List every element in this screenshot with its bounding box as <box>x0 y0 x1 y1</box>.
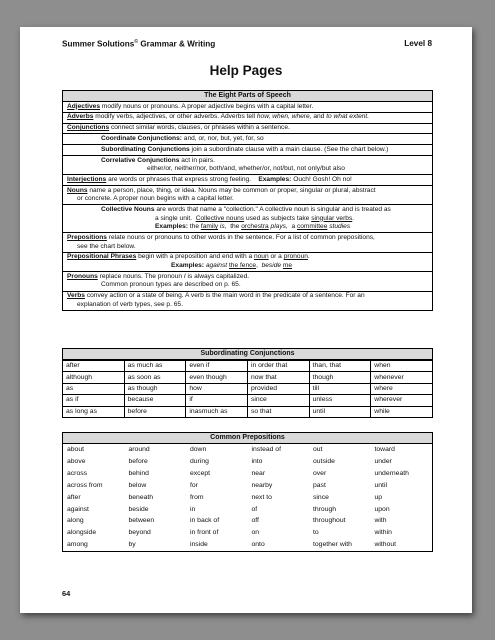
table-cell: for <box>190 481 198 489</box>
document-page <box>20 27 472 613</box>
subordinating-heading: Subordinating Conjunctions <box>62 348 433 360</box>
table-cell: whenever <box>371 372 433 383</box>
table-cell: instead of <box>251 446 281 453</box>
table-cell: among <box>67 541 88 549</box>
running-header <box>62 39 432 49</box>
table-cell: although <box>63 372 125 383</box>
table-row <box>63 395 433 406</box>
table-cell: except <box>190 469 211 477</box>
table-cell: unless <box>309 395 371 406</box>
table-cell: as though <box>124 383 186 394</box>
table-cell: between <box>128 517 155 525</box>
table-cell: near <box>251 469 266 477</box>
table-row <box>63 444 432 456</box>
table-cell: as <box>63 383 125 394</box>
table-cell: while <box>371 406 433 417</box>
book-title: Summer Solutions© Grammar & Writing <box>62 39 216 49</box>
table-cell: beside <box>128 505 149 513</box>
table-cell: because <box>124 395 186 406</box>
table-cell: out <box>313 446 323 453</box>
collective-nouns-row: Collective Nouns are words that name a "collection." A collective noun is singular and is treated as a single unit. Collective nouns used as subjects take singular verbs. Examples: the family is, the orchestra plays, a committee studies <box>63 205 432 233</box>
table-cell: about <box>67 446 85 453</box>
table-cell: where <box>371 383 433 394</box>
table-cell: inasmuch as <box>186 406 248 417</box>
verbs-row: Verbs convey action or a state of being. A verb is the main word in the predicate of a sentence. For an explanation of verb types, see p. 65. <box>67 292 365 308</box>
table-cell: in order that <box>247 361 309 372</box>
subordinating-conjunctions-box <box>62 348 433 418</box>
table-cell: after <box>63 361 125 372</box>
parts-of-speech-box <box>62 90 433 311</box>
coordinate-conjunctions-row: Coordinate Conjunctions: and, or, nor, but, yet, for, so <box>63 134 432 145</box>
table-cell: behind <box>128 469 149 477</box>
prepositions-row: Prepositions relate nouns or pronouns to other words in the sentence. For a list of common prepositions, see the chart below. <box>63 233 432 252</box>
table-cell: next to <box>251 493 272 501</box>
table-cell: nearby <box>251 481 273 489</box>
table-row <box>63 515 432 527</box>
prepositions-heading: Common Prepositions <box>63 433 432 444</box>
table-cell: before <box>124 406 186 417</box>
table-cell: upon <box>374 505 390 513</box>
table-cell: together with <box>313 541 352 549</box>
table-cell: since <box>247 395 309 406</box>
parts-of-speech-heading: The Eight Parts of Speech <box>63 91 432 102</box>
table-cell: within <box>374 529 392 537</box>
table-row <box>63 468 432 480</box>
table-cell: by <box>128 541 136 549</box>
table-cell: in back of <box>190 517 220 525</box>
table-row <box>63 456 432 468</box>
table-cell: though <box>309 372 371 383</box>
table-cell: on <box>251 529 260 537</box>
table-cell: throughout <box>313 517 346 525</box>
table-cell: alongside <box>67 529 97 537</box>
table-cell: how <box>186 383 248 394</box>
table-cell: until <box>309 406 371 417</box>
prepositional-phrases-row: Prepositional Phrases begin with a preposition and end with a noun or a pronoun. Examples: against the fence, beside me <box>63 253 432 272</box>
table-cell: in <box>190 505 196 513</box>
table-cell: beneath <box>128 493 154 501</box>
nouns-row: Nouns name a person, place, thing, or idea. Nouns may be common or proper, singular or plural, abstract or concrete. A proper noun begins with a capital letter. <box>63 186 432 205</box>
table-cell: outside <box>313 457 335 465</box>
adjectives-row: Adjectives modify nouns or pronouns. A proper adjective begins with a capital letter. <box>63 102 432 113</box>
table-row <box>63 504 432 516</box>
table-cell: around <box>128 446 150 453</box>
table-cell: against <box>67 505 89 513</box>
table-cell: when <box>371 361 433 372</box>
table-row <box>63 361 433 372</box>
table-cell: under <box>374 457 392 465</box>
interjections-row: Interjections are words or phrases that express strong feeling. Examples: Ouch! Gosh! Oh no! <box>63 175 432 186</box>
table-cell: even though <box>186 372 248 383</box>
adverbs-row: Adverbs modify verbs, adjectives, or other adverbs. Adverbs tell how, when, where, and to what extent. <box>63 113 432 124</box>
table-cell: down <box>190 446 207 453</box>
table-row <box>63 480 432 492</box>
table-cell: if <box>186 395 248 406</box>
table-cell: without <box>374 541 397 549</box>
table-cell: during <box>190 457 209 465</box>
page-title: Help Pages <box>209 63 283 78</box>
table-cell: through <box>313 505 337 513</box>
table-cell: in front of <box>190 529 219 537</box>
table-cell: along <box>67 517 84 525</box>
table-cell: after <box>67 493 81 501</box>
correlative-conjunctions-row: Correlative Conjunctions act in pairs. either/or, neither/nor, both/and, whether/or, not/but, not only/but also <box>63 156 432 175</box>
table-cell: to <box>313 529 319 537</box>
table-cell: wherever <box>371 395 433 406</box>
table-cell: up <box>374 493 383 501</box>
table-cell: so that <box>247 406 309 417</box>
common-prepositions-box <box>62 432 433 552</box>
table-cell: past <box>313 481 326 489</box>
pronouns-row: Pronouns replace nouns. The pronoun I is always capitalized. Common pronoun types are described on p. 65. <box>63 272 432 291</box>
table-cell: across from <box>67 481 103 489</box>
table-cell: off <box>251 517 259 525</box>
table-row <box>63 492 432 504</box>
table-cell: inside <box>190 541 208 549</box>
subordinating-table <box>62 360 433 418</box>
table-cell: above <box>67 457 86 465</box>
page-number: 64 <box>62 589 71 598</box>
subordinating-conjunctions-row: Subordinating Conjunctions join a subordinate clause with a main clause. (See the chart below.) <box>63 145 432 156</box>
conjunctions-row: Conjunctions connect similar words, clauses, or phrases within a sentence. <box>63 124 432 135</box>
table-cell: before <box>128 457 148 465</box>
table-cell: as if <box>63 395 125 406</box>
level-label: Level 8 <box>404 39 432 48</box>
table-cell: below <box>128 481 147 489</box>
table-cell: over <box>313 469 327 477</box>
table-row <box>63 527 432 539</box>
prepositions-table <box>63 444 432 551</box>
table-cell: even if <box>186 361 248 372</box>
table-cell: as long as <box>63 406 125 417</box>
table-cell: onto <box>251 541 265 549</box>
table-row <box>63 372 433 383</box>
table-cell: from <box>190 493 204 501</box>
table-cell: since <box>313 493 329 501</box>
table-cell: provided <box>247 383 309 394</box>
table-cell: beyond <box>128 529 151 537</box>
table-cell: underneath <box>374 469 409 477</box>
table-cell: till <box>309 383 371 394</box>
table-cell: as much as <box>124 361 186 372</box>
table-cell: toward <box>374 446 395 453</box>
table-row <box>63 406 433 417</box>
table-cell: than, that <box>309 361 371 372</box>
table-cell: now that <box>247 372 309 383</box>
table-cell: with <box>374 517 387 525</box>
table-cell: across <box>67 469 88 477</box>
table-cell: of <box>251 505 258 513</box>
table-cell: into <box>251 457 263 465</box>
table-row <box>63 539 432 551</box>
table-cell: as soon as <box>124 372 186 383</box>
table-row <box>63 383 433 394</box>
table-cell: until <box>374 481 387 489</box>
